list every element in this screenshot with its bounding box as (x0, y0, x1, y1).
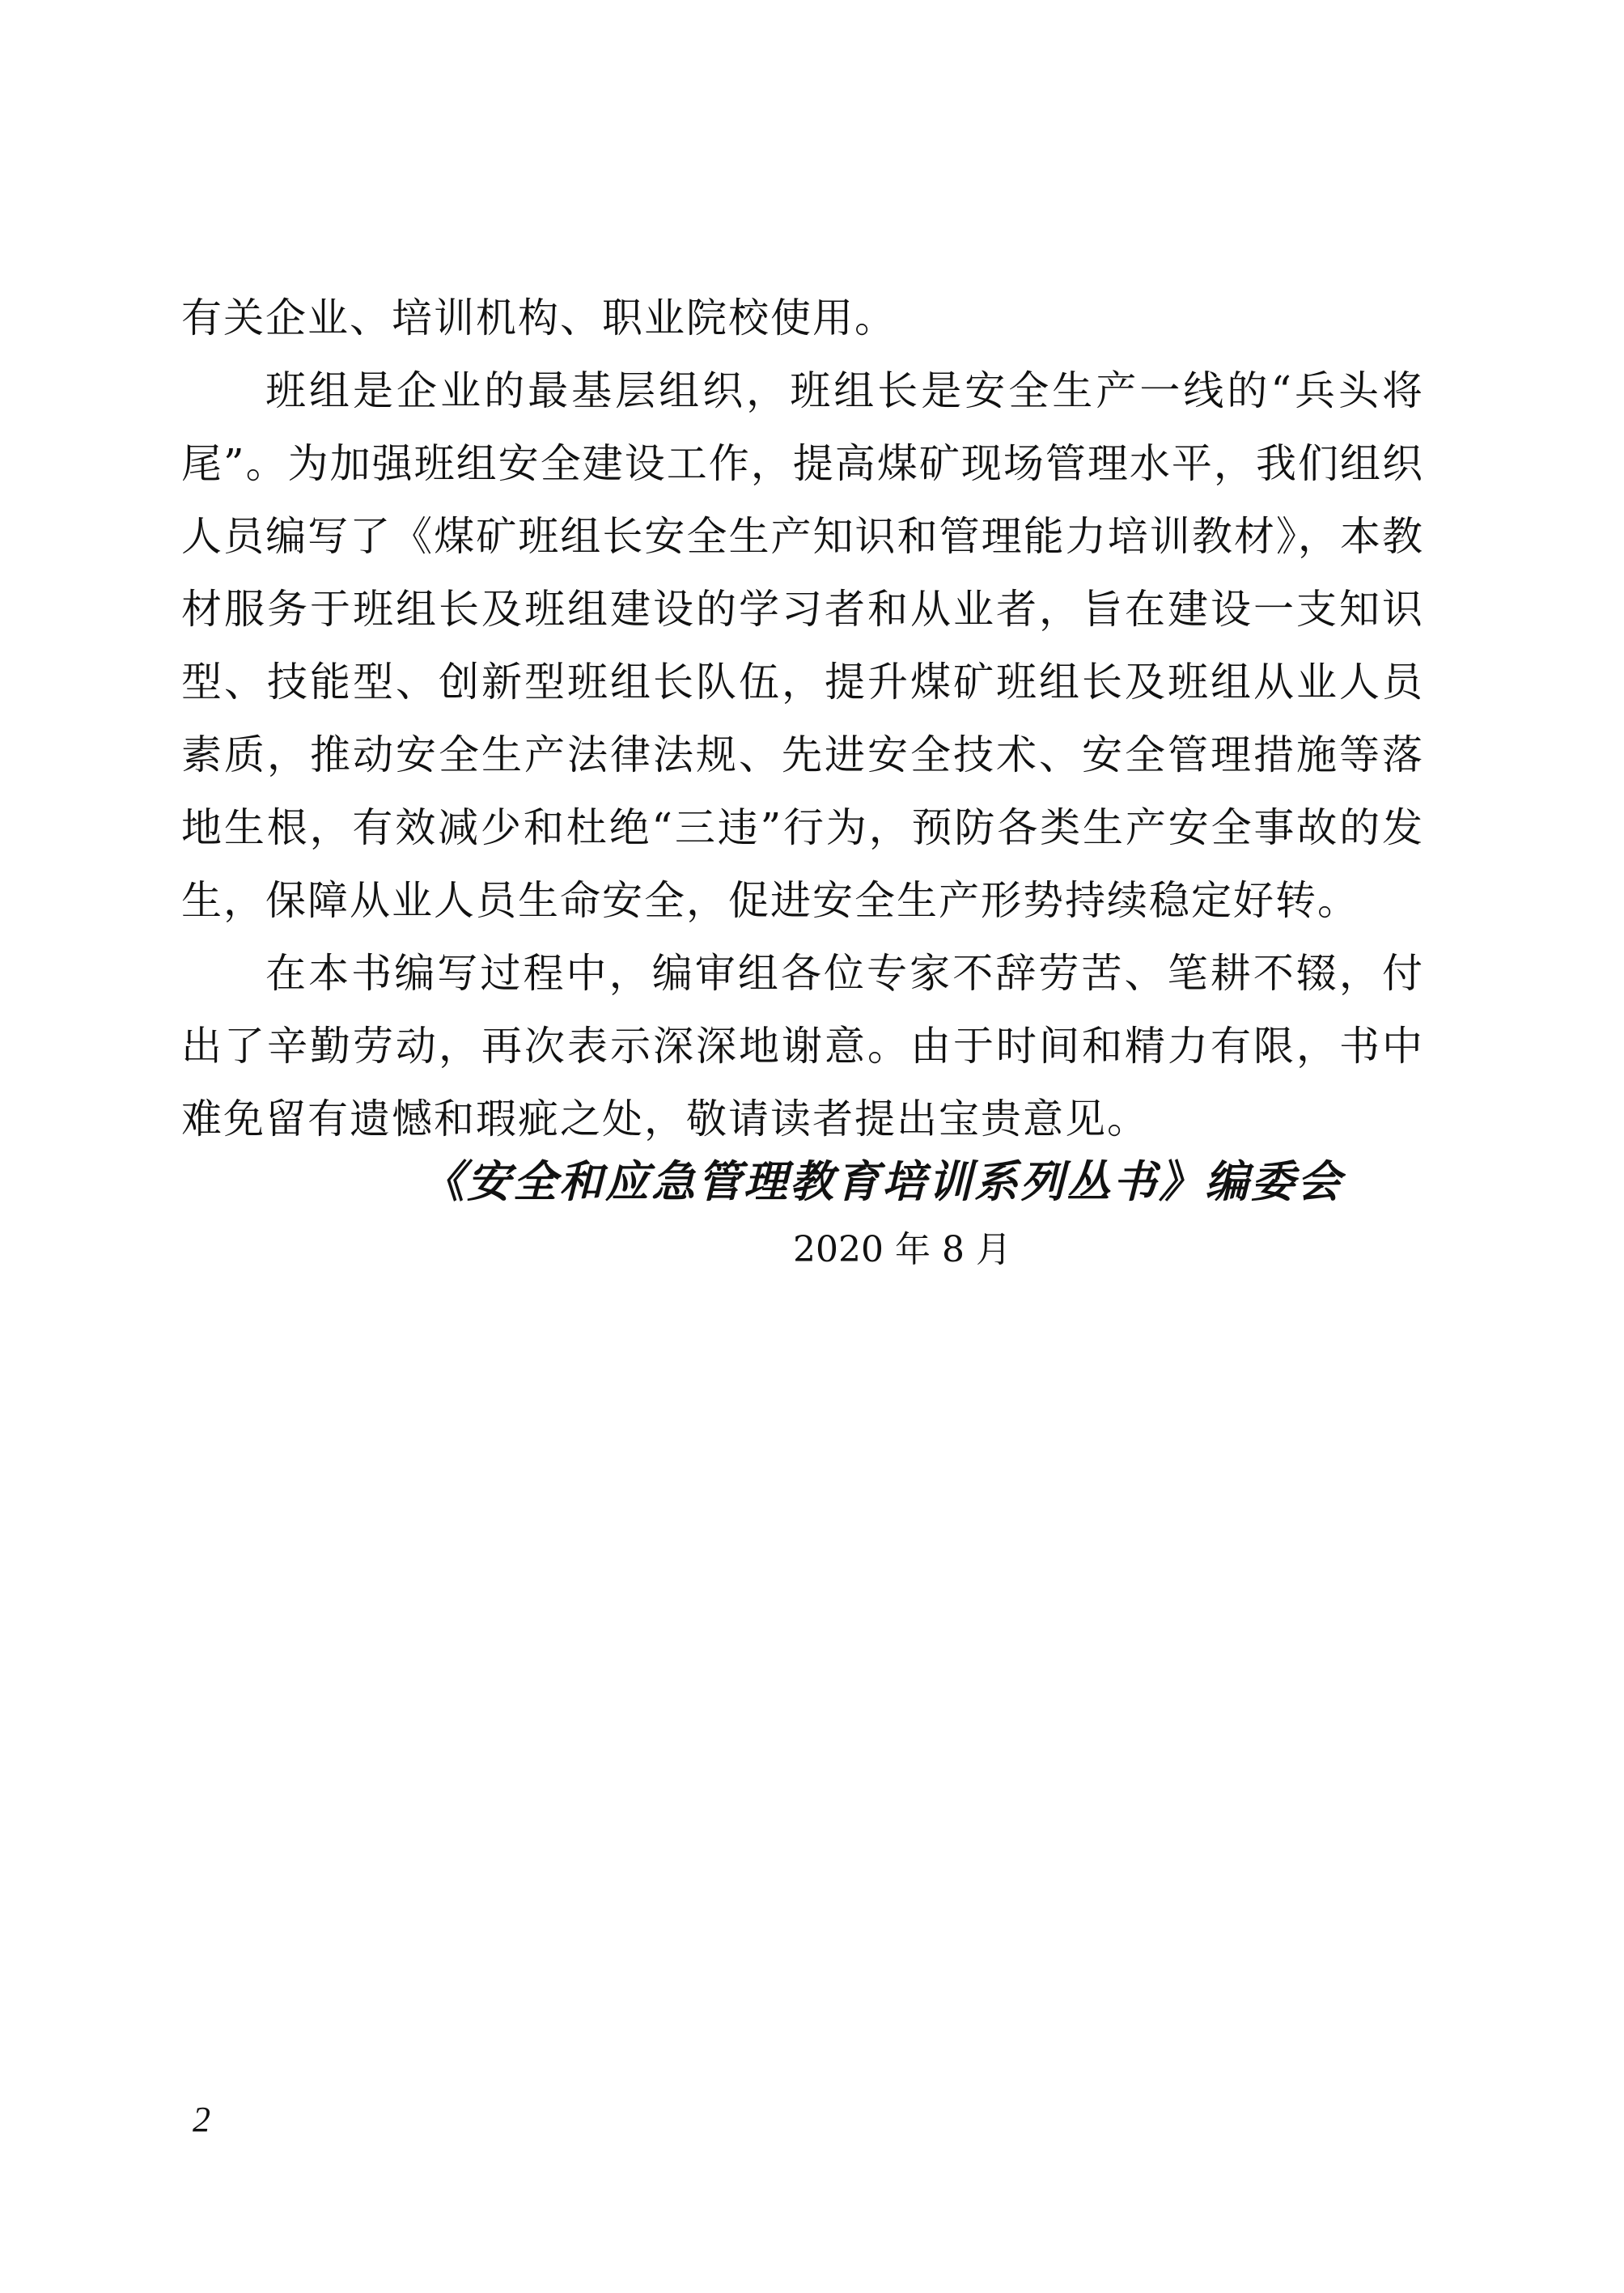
preface-date: 2020 年 8 月 (793, 1229, 1011, 1270)
paragraph-team-intro: 班组是企业的最基层组织，班组长是安全生产一线的“兵头将尾”。为加强班组安全建设工作，提高煤矿现场管理水平，我们组织人员编写了《煤矿班组长安全生产知识和管理能力培训教材》，本教材服务于班组长及班组建设的学习者和从业者，旨在建设一支知识型、技能型、创新型班组长队伍，提升煤矿班组长及班组从业人员素质，推动安全生产法律法规、先进安全技术、安全管理措施等落地生根，有效减少和杜绝“三违”行为，预防各类生产安全事故的发生，保障从业人员生命安全，促进安全生产形势持续稳定好转。 (181, 367, 1424, 924)
editorial-committee-signature: 《安全和应急管理教育培训系列丛书》编委会 (421, 1155, 1343, 1207)
paragraph-continuation: 有关企业、培训机构、职业院校使用。 (181, 295, 897, 341)
page-number: 2 (193, 2100, 210, 2139)
body-text (181, 282, 1424, 1155)
paragraph-acknowledgement: 在本书编写过程中，编审组各位专家不辞劳苦、笔耕不辍，付出了辛勤劳动，再次表示深深地谢意。由于时间和精力有限，书中难免留有遗憾和瑕疵之处，敬请读者提出宝贵意见。 (181, 950, 1424, 1142)
